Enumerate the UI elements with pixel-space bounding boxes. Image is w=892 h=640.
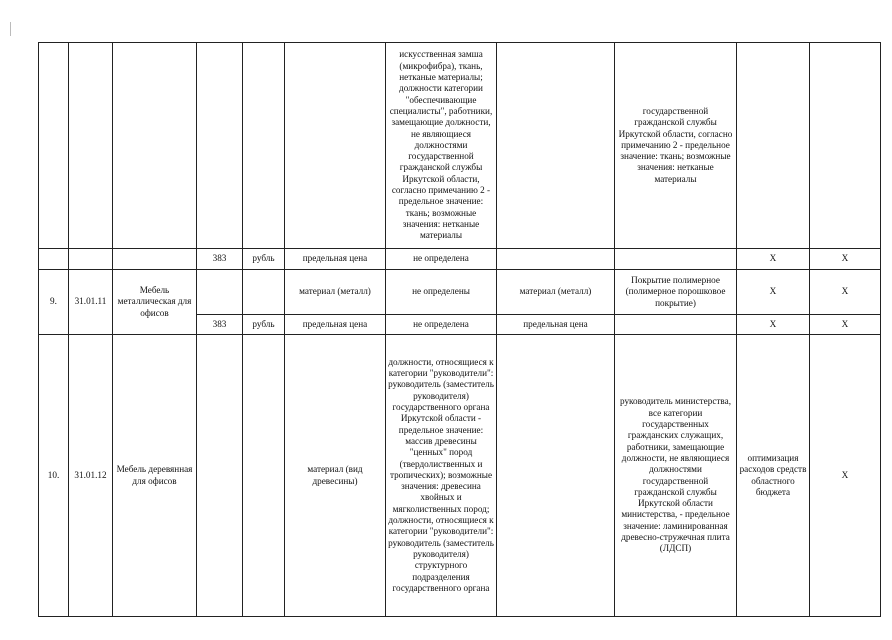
- cell-justification: [737, 43, 810, 249]
- cell-unit-code: 383: [197, 249, 243, 270]
- cell-okpd-code: 31.01.12: [69, 335, 113, 617]
- cell-characteristic-2: материал (металл): [497, 270, 615, 315]
- cell-justification: оптимизация расходов средств областного бюджета: [737, 335, 810, 617]
- cell-number: [39, 43, 69, 249]
- cell-unit-code: [197, 43, 243, 249]
- cell-last: Х: [810, 335, 881, 617]
- procurement-requirements-table: [38, 42, 881, 617]
- cell-okpd-code: [69, 249, 113, 270]
- cell-number: 9.: [39, 270, 69, 335]
- table-row: [39, 249, 881, 270]
- cell-value-approved: не определены: [386, 270, 497, 315]
- cell-unit-code: [197, 270, 243, 315]
- cell-characteristic: предельная цена: [285, 315, 386, 335]
- cell-value-approved: должности, относящиеся к категории "руководители": руководитель (заместитель руководителя) государственного органа Иркутской области - предельное значение: массив древесины "ценных" пород (твердолиственных и тропических); возможные значения: древесина хвойных и мягколиственных пород; должности, относящиеся к категории "руководители": руководитель (заместитель руководителя) структурного подразделения государственного органа: [386, 335, 497, 617]
- cell-last: [810, 43, 881, 249]
- table-row: [39, 43, 881, 249]
- cell-value-approved: не определена: [386, 315, 497, 335]
- cell-characteristic-2: [497, 43, 615, 249]
- cell-justification: Х: [737, 249, 810, 270]
- cell-okpd-code: [69, 43, 113, 249]
- table-row: [39, 335, 881, 617]
- cell-value-approved: не определена: [386, 249, 497, 270]
- cell-characteristic-2: [497, 335, 615, 617]
- scan-artifact-mark: [10, 22, 11, 36]
- cell-unit-name: [243, 335, 285, 617]
- cell-item-name: Мебель деревянная для офисов: [113, 335, 197, 617]
- cell-unit-name: [243, 43, 285, 249]
- cell-value-2: руководитель министерства, все категории государственных гражданских служащих, работники, замещающие должности, не являющиеся должностями государственной гражданской службы Иркутской области министерства, - предельное значение: ламинированная древесно-стружечная плита (ЛДСП): [615, 335, 737, 617]
- cell-unit-name: рубль: [243, 315, 285, 335]
- cell-characteristic: [285, 43, 386, 249]
- cell-justification: Х: [737, 315, 810, 335]
- cell-item-name: Мебель металлическая для офисов: [113, 270, 197, 335]
- cell-last: Х: [810, 315, 881, 335]
- cell-unit-code: 383: [197, 315, 243, 335]
- cell-characteristic-2: предельная цена: [497, 315, 615, 335]
- cell-value-2: Покрытие полимерное (полимерное порошковое покрытие): [615, 270, 737, 315]
- cell-justification: Х: [737, 270, 810, 315]
- cell-value-2: [615, 315, 737, 335]
- cell-item-name: [113, 249, 197, 270]
- cell-value-approved: искусственная замша (микрофибра), ткань, нетканые материалы; должности категории "обеспечивающие специалисты", работники, замещающие должности, не являющиеся должностями государственной гражданской службы Иркутской области, согласно примечанию 2 - предельное значение: ткань; возможные значения: нетканые материалы: [386, 43, 497, 249]
- cell-number: [39, 249, 69, 270]
- cell-unit-name: рубль: [243, 249, 285, 270]
- cell-value-2: [615, 249, 737, 270]
- cell-characteristic: предельная цена: [285, 249, 386, 270]
- cell-characteristic: материал (металл): [285, 270, 386, 315]
- cell-last: Х: [810, 249, 881, 270]
- cell-okpd-code: 31.01.11: [69, 270, 113, 335]
- cell-item-name: [113, 43, 197, 249]
- cell-characteristic: материал (вид древесины): [285, 335, 386, 617]
- cell-unit-code: [197, 335, 243, 617]
- cell-value-2: государственной гражданской службы Иркутской области, согласно примечанию 2 - предельное значение: ткань; возможные значения: нетканые материалы: [615, 43, 737, 249]
- table-row: [39, 270, 881, 315]
- cell-unit-name: [243, 270, 285, 315]
- cell-last: Х: [810, 270, 881, 315]
- cell-number: 10.: [39, 335, 69, 617]
- cell-characteristic-2: [497, 249, 615, 270]
